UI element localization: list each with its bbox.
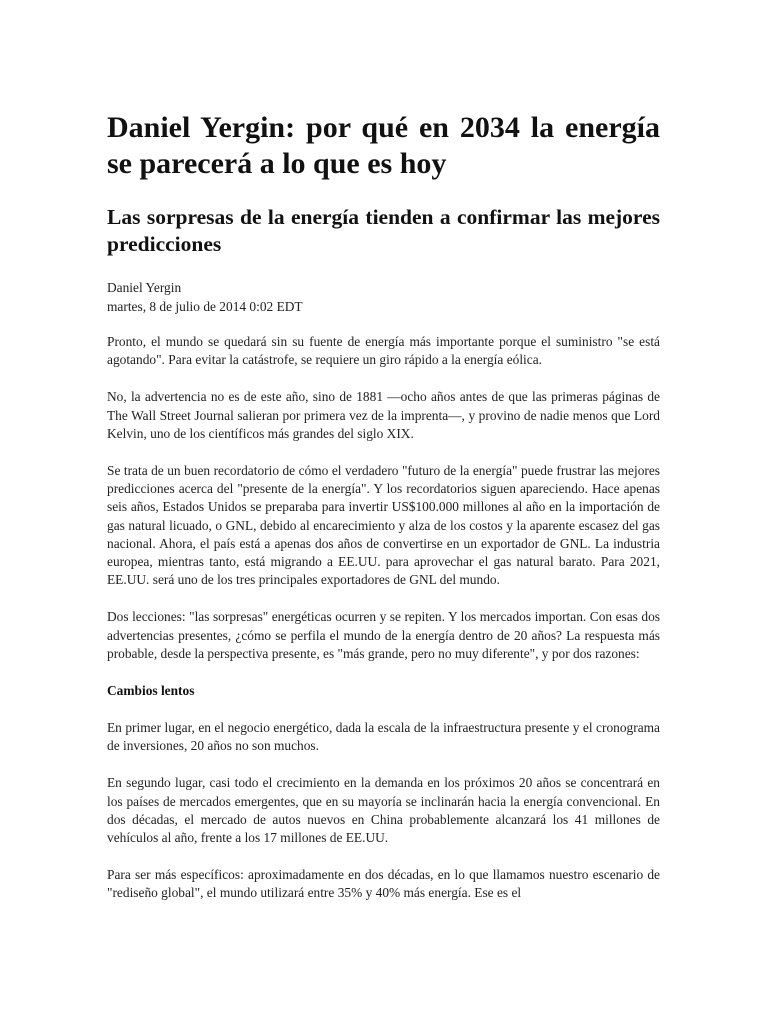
article-body [107,333,660,903]
paragraph: Para ser más específicos: aproximadamente en dos décadas, en lo que llamamos nuestro escenario de "rediseño global", el mundo utilizará entre 35% y 40% más energía. Ese es el [107,867,660,901]
section-heading: Cambios lentos [107,683,195,699]
article-subtitle: Las sorpresas de la energía tienden a confirmar las mejores predicciones [107,205,660,256]
publish-date: martes, 8 de julio de 2014 0:02 EDT [107,299,303,314]
paragraph: No, la advertencia no es de este año, sino de 1881 —ocho años antes de que las primeras páginas de The Wall Street Journal salieran por primera vez de la imprenta—, y provino de nadie menos que Lord Kelvin, uno de los científicos más grandes del siglo XIX. [107,389,660,441]
paragraph: Pronto, el mundo se quedará sin su fuente de energía más importante porque el suministro "se está agotando". Para evitar la catástrofe, se requiere un giro rápido a la energía eólica. [107,334,660,368]
paragraph: En primer lugar, en el negocio energético, dada la escala de la infraestructura presente y el cronograma de inversiones, 20 años no son muchos. [107,720,660,754]
article [107,110,660,922]
author-name: Daniel Yergin [107,280,182,295]
byline [107,278,660,316]
paragraph: Se trata de un buen recordatorio de cómo el verdadero "futuro de la energía" puede frustrar las mejores predicciones acerca del "presente de la energía". Y los recordatorios siguen apareciendo. Hace apenas seis años, Estados Unidos se preparaba para invertir US$100.000 millones al año en la importación de gas natural licuado, o GNL, debido al encarecimiento y alza de los costos y la aparente escasez del gas nacional. Ahora, el país está a apenas dos años de convertirse en un exportador de GNL. La industria europea, mientras tanto, está migrando a EE.UU. para aprovechar el gas natural barato. Para 2021, EE.UU. será uno de los tres principales exportadores de GNL del mundo. [107,463,660,588]
article-title: Daniel Yergin: por qué en 2034 la energía se parecerá a lo que es hoy [107,111,660,180]
paragraph: Dos lecciones: "las sorpresas" energéticas ocurren y se repiten. Y los mercados importan. Con esas dos advertencias presentes, ¿cómo se perfila el mundo de la energía dentro de 20 años? La respuesta más probable, desde la perspectiva presente, es "más grande, pero no muy diferente", y por dos razones: [107,609,660,661]
paragraph: En segundo lugar, casi todo el crecimiento en la demanda en los próximos 20 años se concentrará en los países de mercados emergentes, que en su mayoría se inclinarán hacia la energía convencional. En dos décadas, el mercado de autos nuevos en China probablemente alcanzará los 41 millones de vehículos al año, frente a los 17 millones de EE.UU. [107,775,660,846]
